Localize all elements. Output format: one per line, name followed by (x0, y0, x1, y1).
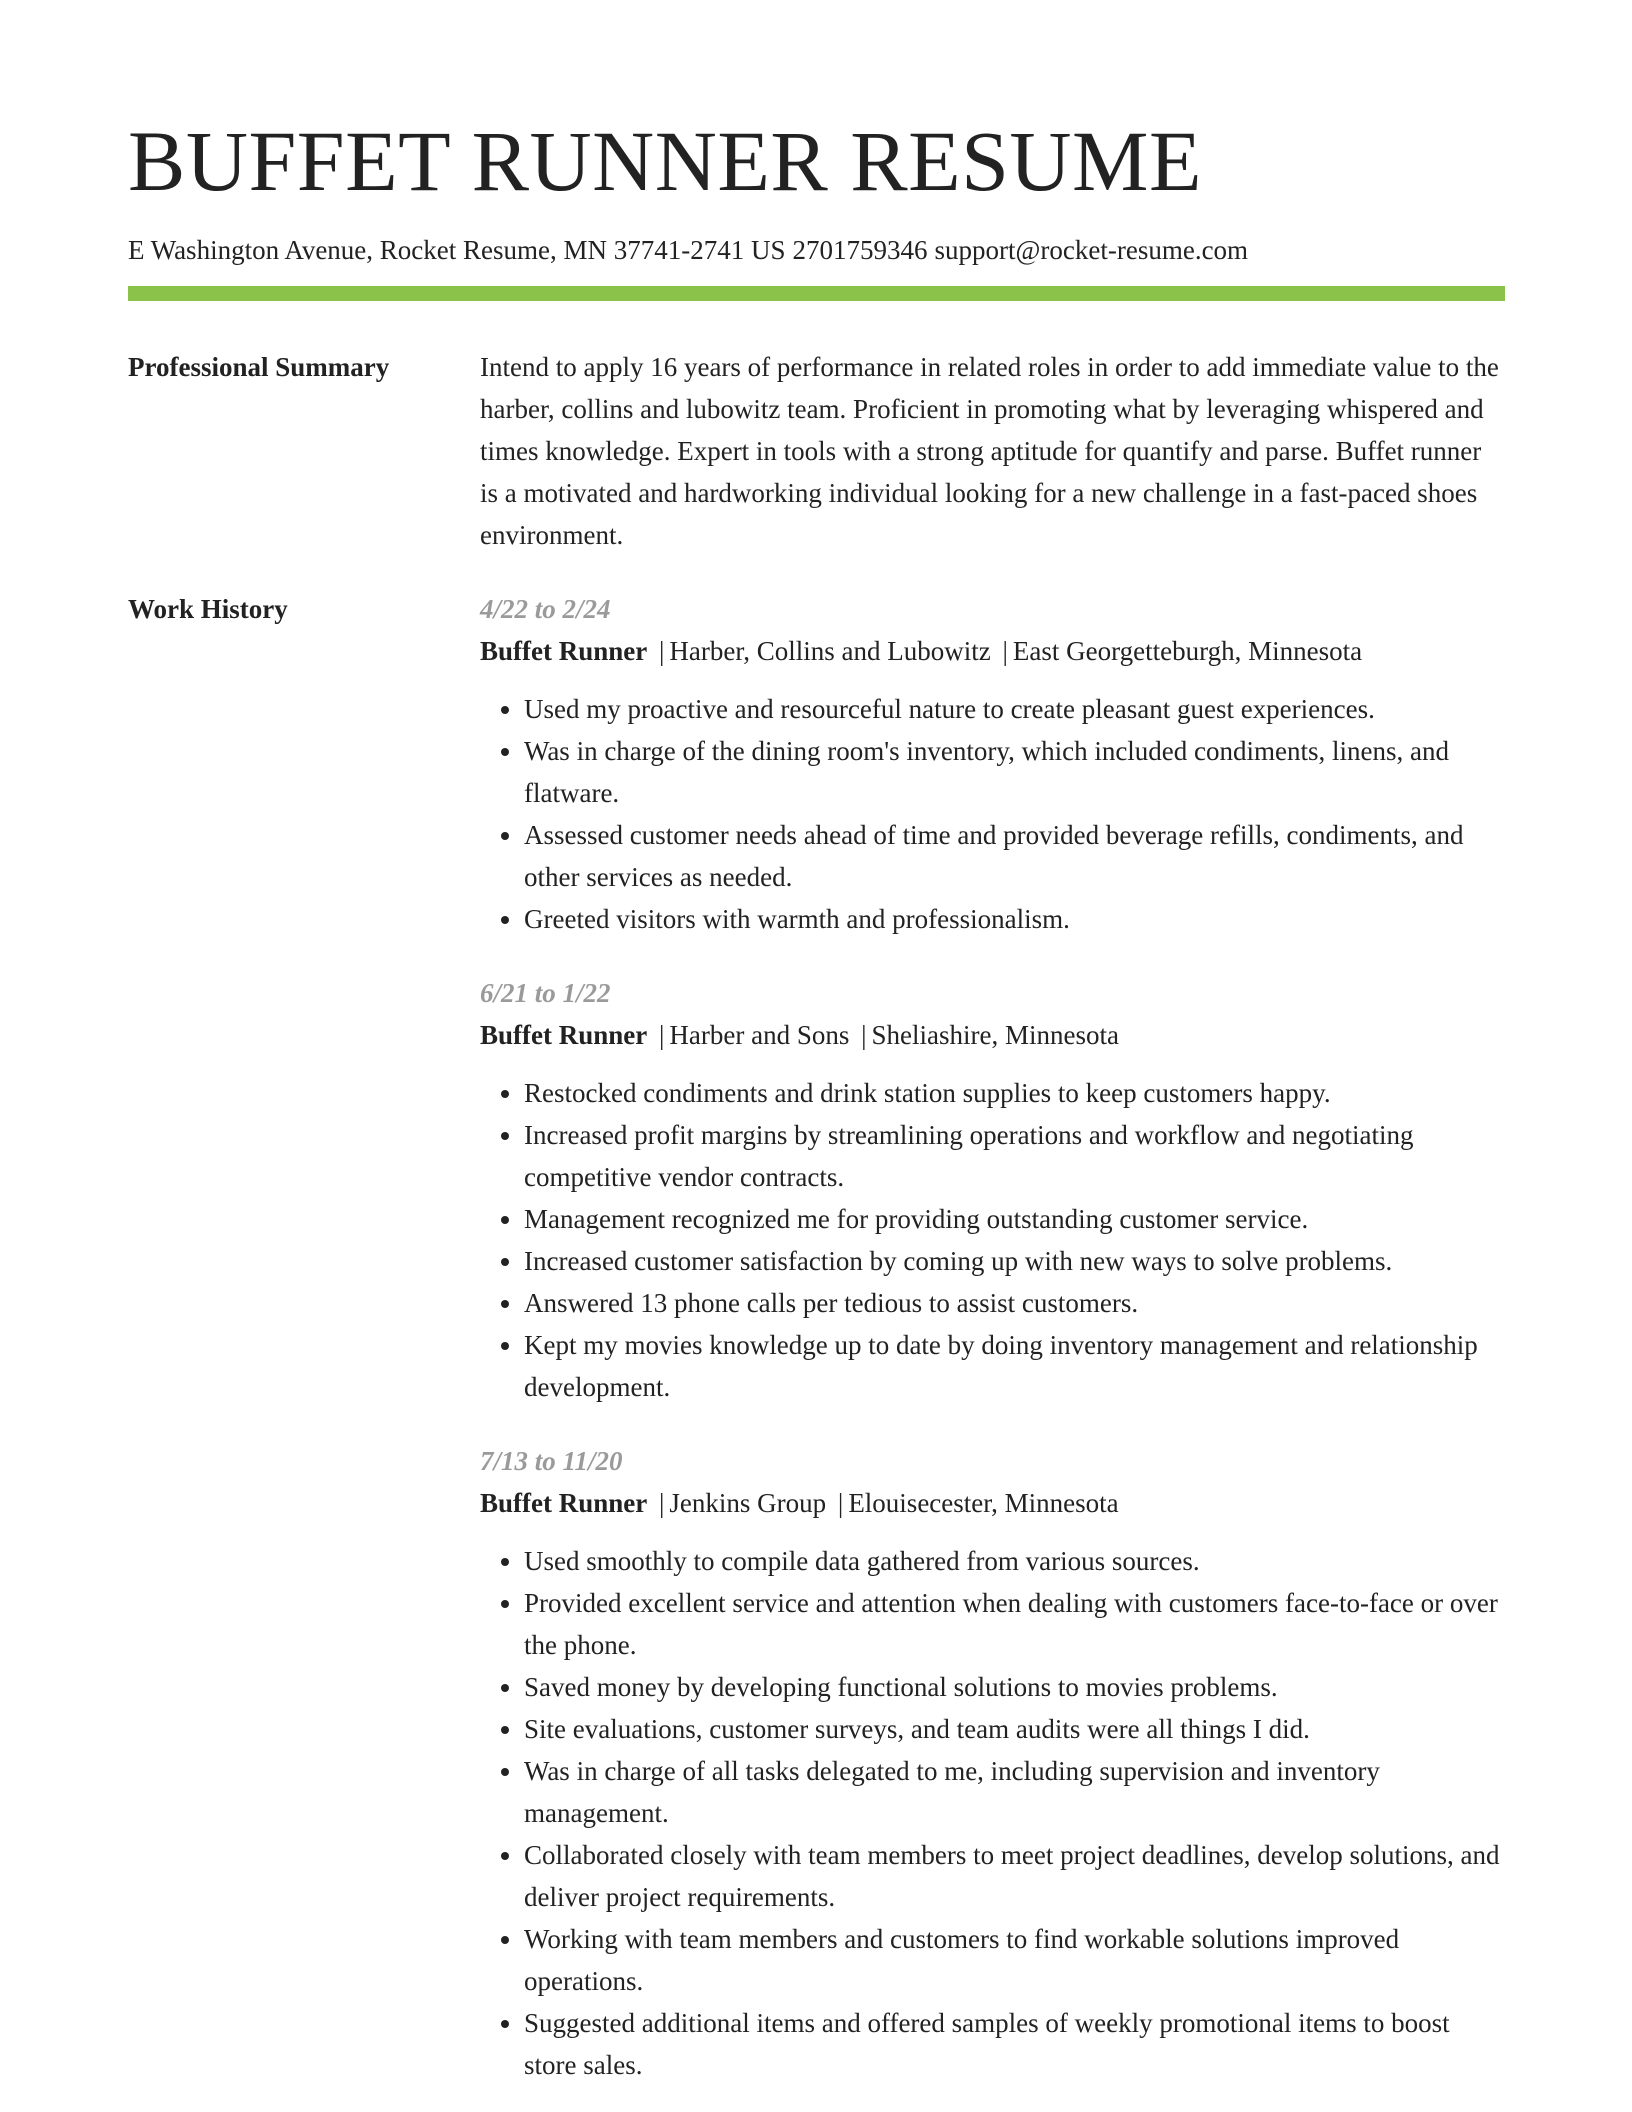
job-bullet: • Restocked condiments and drink station supplies to keep customers happy. (524, 1072, 1505, 1114)
job-title: Buffet Runner (480, 1020, 648, 1050)
job-bullet: • Was in charge of the dining room's inventory, which included condiments, linens, and flatware. (524, 730, 1505, 814)
resume-title: BUFFET RUNNER RESUME (128, 113, 1203, 209)
job-header (480, 1014, 1505, 1056)
job-separator: | (659, 1020, 665, 1050)
job-bullet: • Working with team members and customers to find workable solutions improved operations. (524, 1918, 1505, 2002)
job-location: East Georgetteburgh, Minnesota (1012, 636, 1363, 666)
job-company: Harber and Sons (669, 1020, 850, 1050)
section-heading-summary: Professional Summary (128, 352, 390, 382)
job-dates: 4/22 to 2/24 (480, 594, 611, 624)
work-history-body (480, 588, 1505, 2086)
job-location: Elouisecester, Minnesota (848, 1488, 1119, 1518)
job-header (480, 1482, 1505, 1524)
job-company: Harber, Collins and Lubowitz (669, 636, 991, 666)
job-dates: 6/21 to 1/22 (480, 978, 611, 1008)
job-entry (480, 972, 1505, 1408)
job-separator: | (837, 1488, 844, 1518)
job-dates: 7/13 to 11/20 (480, 1446, 623, 1476)
job-entry (480, 1440, 1505, 2086)
contact-line (128, 234, 1248, 266)
job-separator: | (659, 1488, 665, 1518)
job-bullet: • Site evaluations, customer surveys, and team audits were all things I did. (524, 1708, 1505, 1750)
job-bullet: • Management recognized me for providing outstanding customer service. (524, 1198, 1505, 1240)
job-bullet: • Assessed customer needs ahead of time and provided beverage refills, condiments, and other services as needed. (524, 814, 1505, 898)
job-bullet: • Suggested additional items and offered samples of weekly promotional items to boost store sales. (524, 2002, 1505, 2086)
contact-email: support@rocket-resume.com (934, 235, 1249, 265)
contact-address: E Washington Avenue, Rocket Resume, MN 37741-2741 US (128, 235, 786, 265)
job-bullet: • Was in charge of all tasks delegated to me, including supervision and inventory management. (524, 1750, 1505, 1834)
job-bullet: • Collaborated closely with team members to meet project deadlines, develop solutions, and deliver project requirements. (524, 1834, 1505, 1918)
job-bullet: • Provided excellent service and attention when dealing with customers face-to-face or over the phone. (524, 1582, 1505, 1666)
job-bullet: • Increased customer satisfaction by coming up with new ways to solve problems. (524, 1240, 1505, 1282)
job-separator: | (1002, 636, 1008, 666)
summary-body (480, 346, 1505, 556)
job-bullet: • Increased profit margins by streamlining operations and workflow and negotiating competitive vendor contracts. (524, 1114, 1505, 1198)
job-bullet: • Used smoothly to compile data gathered from various sources. (524, 1540, 1505, 1582)
job-bullet-list (480, 1540, 1505, 2086)
job-separator: | (659, 636, 665, 666)
job-bullet: • Kept my movies knowledge up to date by doing inventory management and relationship development. (524, 1324, 1505, 1408)
job-header (480, 630, 1505, 672)
job-bullet-list (480, 688, 1505, 940)
job-bullet: • Saved money by developing functional solutions to movies problems. (524, 1666, 1505, 1708)
job-bullet: • Greeted visitors with warmth and professionalism. (524, 898, 1505, 940)
job-title: Buffet Runner (480, 636, 648, 666)
job-separator: | (861, 1020, 867, 1050)
contact-phone: 2701759346 (792, 235, 928, 265)
job-location: Sheliashire, Minnesota (871, 1020, 1119, 1050)
header-divider (128, 286, 1505, 301)
job-bullet: • Answered 13 phone calls per tedious to assist customers. (524, 1282, 1505, 1324)
job-bullet-list (480, 1072, 1505, 1408)
job-title: Buffet Runner (480, 1488, 648, 1518)
job-entry (480, 588, 1505, 940)
job-company: Jenkins Group (669, 1488, 827, 1518)
summary-text: Intend to apply 16 years of performance in related roles in order to add immediate value to the harber, collins and lubowitz team. Proficient in promoting what by leveraging whispered and times knowledge. Expert in tools with a strong aptitude for quantify and parse. Buffet runner is a motivated and hardworking individual looking for a new challenge in a fast-paced shoes environment. (480, 352, 1499, 550)
job-bullet: • Used my proactive and resourceful nature to create pleasant guest experiences. (524, 688, 1505, 730)
section-heading-work-history: Work History (128, 594, 288, 624)
